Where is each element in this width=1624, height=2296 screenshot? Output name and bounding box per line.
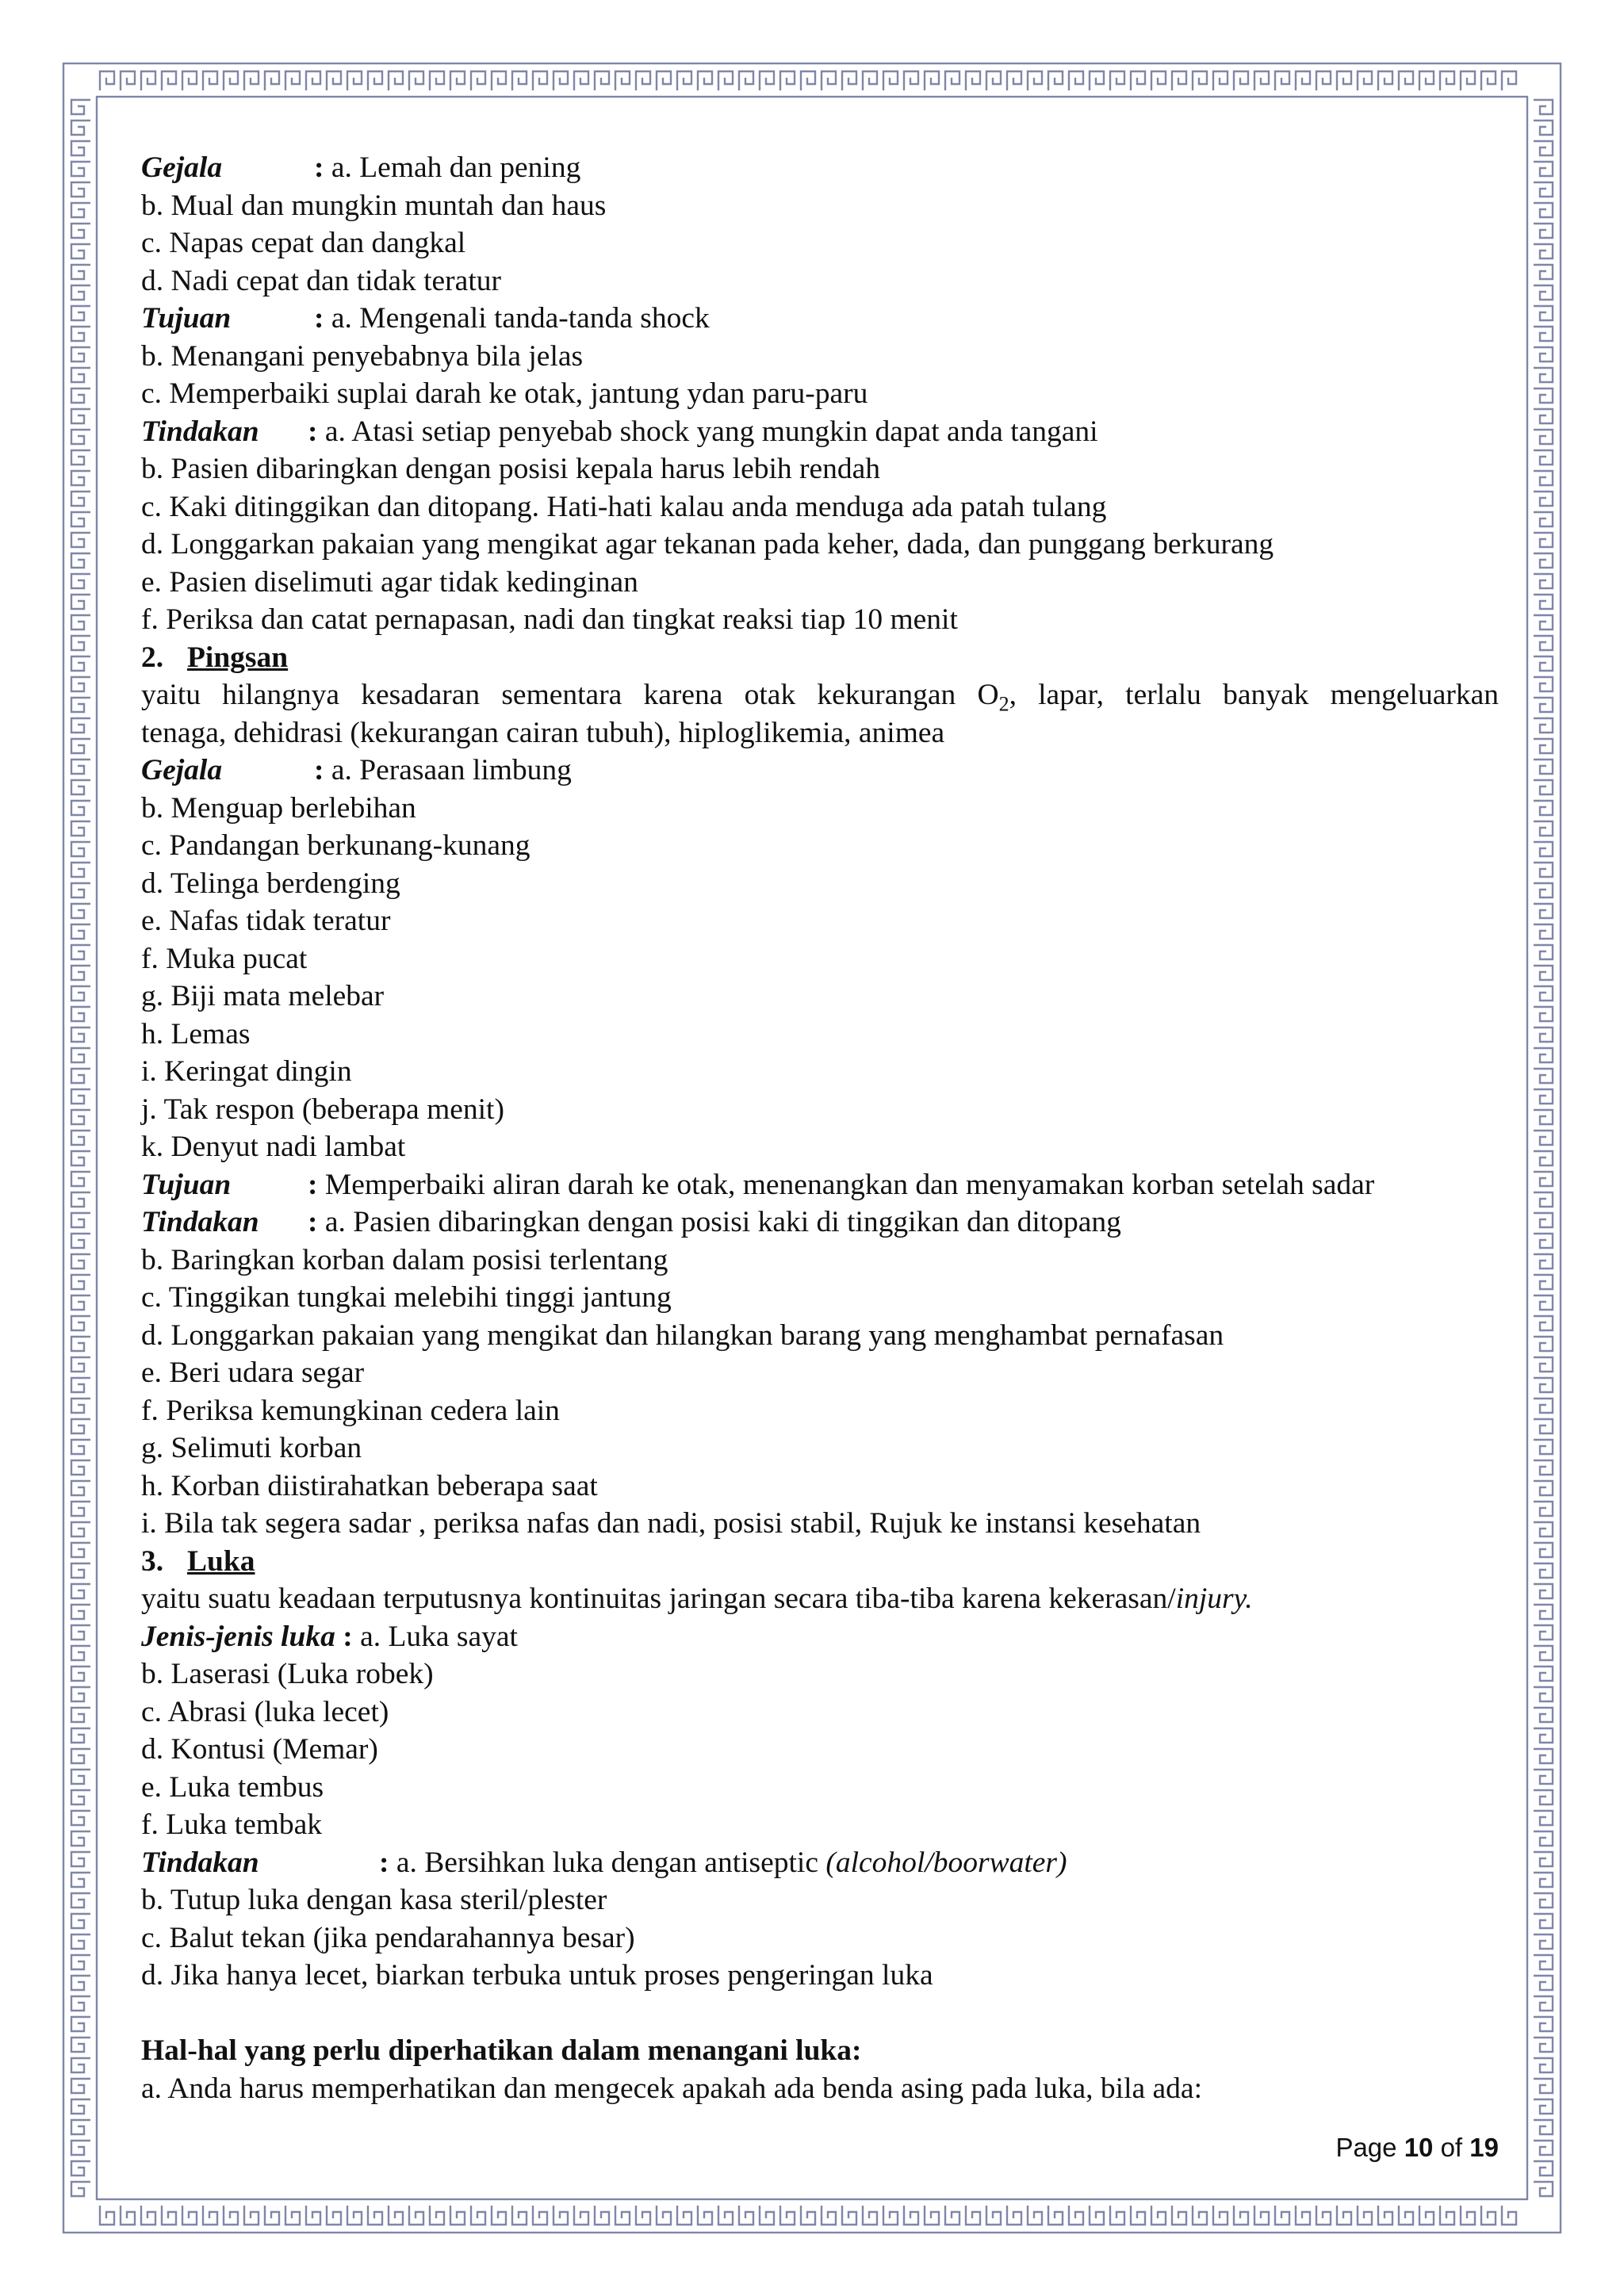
shock-tujuan-item: a. Mengenali tanda-tanda shock	[331, 302, 710, 335]
hal-hal-item-a: a. Anda harus memperhatikan dan mengecek apakah ada benda asing pada luka, bila ada:	[141, 2072, 1202, 2105]
hal-hal-heading: Hal-hal yang perlu diperhatikan dalam menangani luka:	[141, 2034, 862, 2067]
definition-text: yaitu hilangnya kesadaran sementara karena otak kekurangan O	[141, 679, 999, 711]
shock-gejala-item: b. Mual dan mungkin muntah dan haus	[141, 189, 607, 222]
shock-tindakan-item: a. Atasi setiap penyebab shock yang mungkin dapat anda tangani	[324, 415, 1098, 448]
page-word: Page	[1335, 2133, 1397, 2162]
pingsan-gejala-label: Gejala	[141, 754, 223, 786]
colon: :	[314, 302, 331, 335]
pingsan-gejala-item: g. Biji mata melebar	[141, 980, 385, 1012]
definition-text: , lapar, terlalu banyak mengeluarkan	[1009, 679, 1499, 711]
page-number: 10	[1404, 2133, 1434, 2162]
pingsan-gejala-row	[141, 752, 1499, 790]
shock-gejala-row	[141, 149, 1499, 187]
pingsan-tindakan-item: d. Longgarkan pakaian yang mengikat dan hilangkan barang yang menghambat pernafasan	[141, 1318, 1224, 1352]
shock-tindakan-item: b. Pasien dibaringkan dengan posisi kepala harus lebih rendah	[141, 453, 881, 485]
pingsan-gejala-item: f. Muka pucat	[141, 942, 308, 975]
luka-jenis-item: b. Laserasi (Luka robek)	[141, 1658, 434, 1690]
shock-tindakan-item: d. Longgarkan pakaian yang mengikat agar tekanan pada keher, dada, dan punggang berkurang	[141, 528, 1274, 561]
shock-gejala-item: c. Napas cepat dan dangkal	[141, 227, 466, 259]
luka-tindakan-item: a. Bersihkan luka dengan antiseptic	[396, 1846, 826, 1879]
luka-tindakan-label: Tindakan	[141, 1846, 259, 1879]
shock-tujuan-row	[141, 300, 1499, 338]
luka-tindakan-item: d. Jika hanya lecet, biarkan terbuka untuk proses pengeringan luka	[141, 1959, 933, 1992]
shock-tujuan-item: b. Menangani penyebabnya bila jelas	[141, 339, 584, 373]
shock-gejala-item: a. Lemah dan pening	[331, 151, 581, 184]
border-pattern-segment	[1534, 100, 1553, 2196]
definition-italic: injury.	[1175, 1582, 1253, 1615]
shock-tujuan-item: c. Memperbaiki suplai darah ke otak, jantung ydan paru-paru	[141, 377, 868, 410]
pingsan-tindakan-item: h. Korban diistirahatkan beberapa saat	[141, 1469, 598, 1502]
pingsan-tindakan-item: e. Beri udara segar	[141, 1357, 365, 1389]
shock-tindakan-row	[141, 413, 1499, 451]
border-pattern-segment	[100, 71, 1516, 90]
shock-tindakan-item: f. Periksa dan catat pernapasan, nadi dan tingkat reaksi tiap 10 menit	[141, 603, 958, 636]
shock-tindakan-item: e. Pasien diselimuti agar tidak kedinginan	[141, 565, 638, 599]
pingsan-gejala-item: d. Telinga berdenging	[141, 867, 400, 900]
luka-tindakan-row	[141, 1844, 1499, 1882]
colon: :	[308, 1168, 325, 1201]
luka-jenis-item: c. Abrasi (luka lecet)	[141, 1695, 389, 1728]
pingsan-gejala-item: b. Menguap berlebihan	[141, 791, 416, 825]
section-number: 3.	[141, 1544, 164, 1578]
pingsan-tindakan-item: c. Tinggikan tungkai melebihi tinggi jantung	[141, 1281, 672, 1314]
shock-tindakan-item: c. Kaki ditinggikan dan ditopang. Hati-hati kalau anda menduga ada patah tulang	[141, 490, 1107, 523]
colon: :	[314, 754, 331, 786]
colon: :	[308, 415, 325, 448]
luka-jenis-row	[141, 1618, 1499, 1656]
pingsan-tindakan-item: i. Bila tak segera sadar , periksa nafas dan nadi, posisi stabil, Rujuk ke instansi kesehatan	[141, 1507, 1201, 1540]
section-title: Pingsan	[187, 641, 289, 674]
page-footer	[1335, 2133, 1499, 2163]
border-pattern-segment	[71, 100, 90, 2196]
of-word: of	[1440, 2133, 1463, 2162]
total-pages: 19	[1469, 2133, 1499, 2162]
colon: :	[379, 1846, 396, 1879]
luka-jenis-item: d. Kontusi (Memar)	[141, 1733, 378, 1766]
pingsan-definition-line2: tenaga, dehidrasi (kekurangan cairan tubuh), hiploglikemia, animea	[141, 716, 945, 749]
document-body	[141, 149, 1499, 2107]
pingsan-gejala-item: h. Lemas	[141, 1017, 251, 1050]
shock-tujuan-label: Tujuan	[141, 302, 232, 335]
pingsan-gejala-item: j. Tak respon (beberapa menit)	[141, 1093, 504, 1126]
pingsan-tindakan-label: Tindakan	[141, 1206, 259, 1238]
luka-jenis-item: a. Luka sayat	[360, 1620, 518, 1653]
spacer	[141, 1995, 1499, 2033]
pingsan-gejala-item: i. Keringat dingin	[141, 1055, 352, 1088]
section-heading-pingsan	[141, 639, 1499, 677]
luka-definition	[141, 1580, 1499, 1618]
pingsan-tujuan-row	[141, 1166, 1499, 1204]
luka-tindakan-item: b. Tutup luka dengan kasa steril/plester	[141, 1884, 607, 1916]
definition-text: yaitu suatu keadaan terputusnya kontinuitas jaringan secara tiba-tiba karena kekerasan/	[141, 1582, 1176, 1615]
pingsan-definition-line1	[141, 676, 1499, 714]
section-heading-luka	[141, 1543, 1499, 1581]
subscript-2: 2	[998, 692, 1009, 714]
pingsan-tindakan-item: f. Periksa kemungkinan cedera lain	[141, 1394, 560, 1427]
section-number: 2.	[141, 641, 164, 674]
shock-tindakan-label: Tindakan	[141, 415, 259, 448]
luka-jenis-label: Jenis-jenis luka	[141, 1620, 335, 1653]
pingsan-gejala-item: k. Denyut nadi lambat	[141, 1131, 406, 1163]
luka-jenis-item: f. Luka tembak	[141, 1808, 323, 1841]
pingsan-tindakan-item: g. Selimuti korban	[141, 1432, 362, 1464]
luka-tindakan-item: c. Balut tekan (jika pendarahannya besar)	[141, 1921, 635, 1954]
pingsan-gejala-item: c. Pandangan berkunang-kunang	[141, 829, 530, 862]
pingsan-tujuan-text: Memperbaiki aliran darah ke otak, menenangkan dan menyamakan korban setelah sadar	[324, 1168, 1375, 1201]
pingsan-tujuan-label: Tujuan	[141, 1168, 232, 1201]
pingsan-tindakan-item: b. Baringkan korban dalam posisi terlentang	[141, 1243, 668, 1276]
shock-gejala-label: Gejala	[141, 151, 223, 184]
shock-gejala-item: d. Nadi cepat dan tidak teratur	[141, 264, 501, 297]
border-pattern-segment	[100, 2206, 1516, 2225]
pingsan-tindakan-row	[141, 1203, 1499, 1242]
luka-tindakan-italic: (alcohol/boorwater)	[825, 1846, 1067, 1879]
colon: :	[308, 1206, 325, 1238]
pingsan-gejala-item: e. Nafas tidak teratur	[141, 905, 391, 937]
pingsan-tindakan-item: a. Pasien dibaringkan dengan posisi kaki di tinggikan dan ditopang	[324, 1206, 1121, 1238]
luka-jenis-item: e. Luka tembus	[141, 1770, 324, 1804]
colon: :	[314, 151, 331, 184]
colon: :	[335, 1620, 361, 1653]
pingsan-gejala-item: a. Perasaan limbung	[331, 754, 572, 786]
section-title: Luka	[187, 1544, 255, 1578]
